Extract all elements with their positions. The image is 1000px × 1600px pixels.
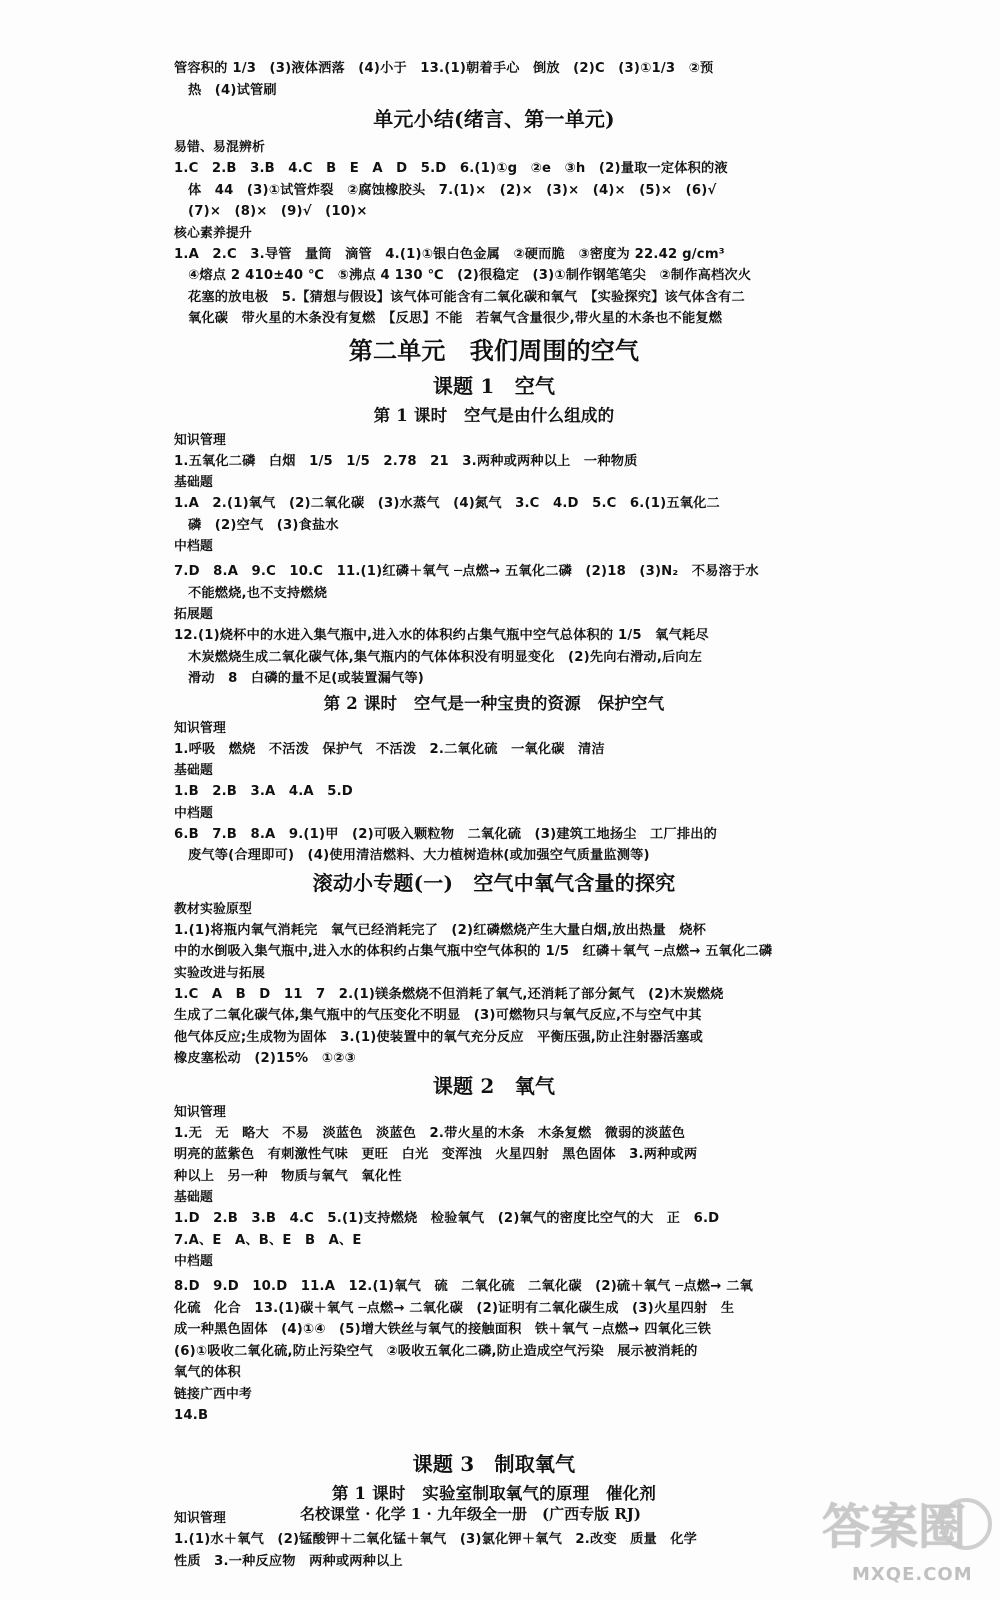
- text-line: 1.A 2.C 3.导管 量筒 滴管 4.(1)①银白色金属 ②硬而脆 ③密度为 22.42 g/cm³: [174, 246, 725, 262]
- section-label: 中档题: [174, 1254, 213, 1269]
- text-line: 花塞的放电极 5.【猜想与假设】该气体可能含有二氧化碳和氧气 【实验探究】该气体含有二: [188, 289, 745, 305]
- topic-title: 课题 3 制取氧气: [412, 1452, 576, 1476]
- section-label: 基础题: [174, 475, 213, 490]
- text-line: 种以上 另一种 物质与氧气 氧化性: [174, 1168, 402, 1184]
- text-line: 滑动 8 白磷的量不足(或装置漏气等): [188, 671, 425, 686]
- text-line: 热 (4)试管刷: [188, 82, 277, 98]
- section-label: 拓展题: [174, 607, 213, 622]
- text-line: 7.D 8.A 9.C 10.C 11.(1)红磷＋氧气 ─点燃→ 五氧化二磷 (2)18 (3)N₂ 不易溶于水: [174, 564, 759, 579]
- text-line: 8.D 9.D 10.D 11.A 12.(1)氧气 硫 二氧化硫 二氧化碳 (2)硫＋氧气 ─点燃→ 二氧: [174, 1279, 753, 1294]
- text-line: 橡皮塞松动 (2)15% ①②③: [174, 1051, 356, 1066]
- watermark-text: 答案圈: [822, 1499, 967, 1555]
- section-label: 中档题: [174, 805, 213, 821]
- text-line: 性质 3.一种反应物 两种或两种以上: [174, 1553, 403, 1569]
- text-line: 木炭燃烧生成二氧化碳气体,集气瓶内的气体体积没有明显变化 (2)先向右滑动,后向左: [188, 649, 703, 665]
- text-line: 1.呼吸 燃烧 不活泼 保护气 不活泼 2.二氧化硫 一氧化碳 清洁: [174, 741, 605, 757]
- text-line: 1.五氧化二磷 白烟 1/5 1/5 2.78 21 3.两种或两种以上 一种物质: [174, 453, 638, 469]
- section-label: 易错、易混辨析: [174, 140, 265, 155]
- unit-summary-title: 单元小结(绪言、第一单元): [373, 107, 615, 131]
- text-line: 7.A、E A、B、E B A、E: [174, 1232, 362, 1248]
- text-line: 1.B 2.B 3.A 4.A 5.D: [174, 784, 353, 799]
- text-line: 不能燃烧,也不支持燃烧: [188, 585, 328, 601]
- special-topic-title: 滚动小专题(一) 空气中氧气含量的探究: [312, 870, 676, 895]
- watermark-url: MXQE.COM: [852, 1564, 973, 1585]
- text-line: 氧气的体积: [174, 1365, 241, 1380]
- text-line: 氧化碳 带火星的木条没有复燃 【反思】不能 若氧气含量很少,带火星的木条也不能复燃: [188, 311, 723, 326]
- lesson-title: 第 1 课时 空气是由什么组成的: [373, 405, 615, 425]
- text-line: 明亮的蓝紫色 有刺激性气味 更旺 白光 变浑浊 火星四射 黑色固体 3.两种或两: [174, 1147, 698, 1162]
- text-line: 废气等(合理即可) (4)使用清洁燃料、大力植树造林(或加强空气质量监测等): [188, 848, 650, 863]
- text-line: 1.(1)水＋氧气 (2)锰酸钾＋二氧化锰＋氧气 (3)氯化钾＋氧气 2.改变 质量 化学: [174, 1532, 698, 1547]
- text-line: 1.A 2.(1)氧气 (2)二氧化碳 (3)水蒸气 (4)氮气 3.C 4.D 5.C 6.(1)五氧化二: [174, 496, 720, 511]
- text-line: 12.(1)烧杯中的水进入集气瓶中,进入水的体积约占集气瓶中空气总体积的 1/5 氧气耗尽: [174, 628, 709, 643]
- page-footer: 名校课堂 · 化学 1 · 九年级全一册 (广西专版 RJ): [300, 1505, 641, 1523]
- text-line: 1.C A B D 11 7 2.(1)镁条燃烧不但消耗了氧气,还消耗了部分氮气 (2)木炭燃烧: [174, 986, 724, 1002]
- topic-title: 课题 1 空气: [432, 373, 556, 398]
- topic-title: 课题 2 氧气: [432, 1073, 556, 1098]
- section-label: 教材实验原型: [174, 901, 252, 917]
- text-line: 1.无 无 略大 不易 淡蓝色 淡蓝色 2.带火星的木条 木条复燃 微弱的淡蓝色: [174, 1125, 686, 1141]
- text-line: 他气体反应;生成物为固体 3.(1)使装置中的氧气充分反应 平衡压强,防止注射器活塞或: [174, 1029, 704, 1045]
- section-label: 基础题: [174, 1190, 213, 1205]
- section-label: 中档题: [174, 539, 213, 554]
- text-line: 6.B 7.B 8.A 9.(1)甲 (2)可吸入颗粒物 二氧化硫 (3)建筑工地扬尘 工厂排出的: [174, 826, 717, 842]
- text-line: 1.C 2.B 3.B 4.C B E A D 5.D 6.(1)①g ②e ③h (2)量取一定体积的液: [174, 161, 728, 176]
- text-line: 成一种黑色固体 (4)①④ (5)增大铁丝与氧气的接触面积 铁＋氧气 ─点燃→ 四氧化三铁: [174, 1322, 712, 1337]
- section-label: 实验改进与拓展: [174, 965, 265, 981]
- section-label: 知识管理: [174, 432, 226, 448]
- text-line: 体 44 (3)①试管炸裂 ②腐蚀橡胶头 7.(1)× (2)× (3)× (4)× (5)× (6)√: [188, 182, 717, 198]
- text-line: 中的水倒吸入集气瓶中,进入水的体积约占集气瓶中空气体积的 1/5 红磷＋氧气 ─点燃→ 五氧化二磷: [174, 944, 773, 959]
- section-label: 知识管理: [174, 1511, 226, 1526]
- text-line: (7)× (8)× (9)√ (10)×: [188, 204, 368, 219]
- text-line: 磷 (2)空气 (3)食盐水: [188, 517, 339, 533]
- watermark-logo: [822, 1488, 992, 1596]
- section-label: 核心素养提升: [174, 225, 252, 241]
- lesson-title: 第 1 课时 实验室制取氧气的原理 催化剂: [331, 1484, 657, 1503]
- text-line: (6)①吸收二氧化硫,防止污染空气 ②吸收五氧化二磷,防止造成空气污染 展示被消耗的: [174, 1343, 698, 1359]
- unit-title: 第二单元 我们周围的空气: [348, 335, 640, 365]
- text-line: ④熔点 2 410±40 ℃ ⑤沸点 4 130 ℃ (2)很稳定 (3)①制作钢笔笔尖 ②制作高档次火: [188, 268, 752, 283]
- answer-content: [174, 58, 814, 1572]
- section-label: 知识管理: [174, 1104, 226, 1120]
- section-label: 基础题: [174, 763, 213, 778]
- section-label: 知识管理: [174, 720, 226, 736]
- section-label: 链接广西中考: [174, 1386, 252, 1402]
- text-line: 14.B: [174, 1407, 209, 1423]
- text-line: 1.(1)将瓶内氧气消耗完 氧气已经消耗完了 (2)红磷燃烧产生大量白烟,放出热量 烧杯: [174, 922, 707, 938]
- text-line: 1.D 2.B 3.B 4.C 5.(1)支持燃烧 检验氧气 (2)氧气的密度比空气的大 正 6.D: [174, 1211, 720, 1226]
- text-line: 管容积的 1/3 (3)液体洒落 (4)小于 13.(1)朝着手心 倒放 (2)C (3)①1/3 ②预: [174, 61, 714, 76]
- text-line: 生成了二氧化碳气体,集气瓶中的气压变化不明显 (3)可燃物只与氧气反应,不与空气中其: [174, 1008, 702, 1023]
- text-line: 化硫 化合 13.(1)碳＋氧气 ─点燃→ 二氧化碳 (2)证明有二氧化碳生成 (3)火星四射 生: [174, 1300, 735, 1316]
- lesson-title: 第 2 课时 空气是一种宝贵的资源 保护空气: [323, 693, 665, 713]
